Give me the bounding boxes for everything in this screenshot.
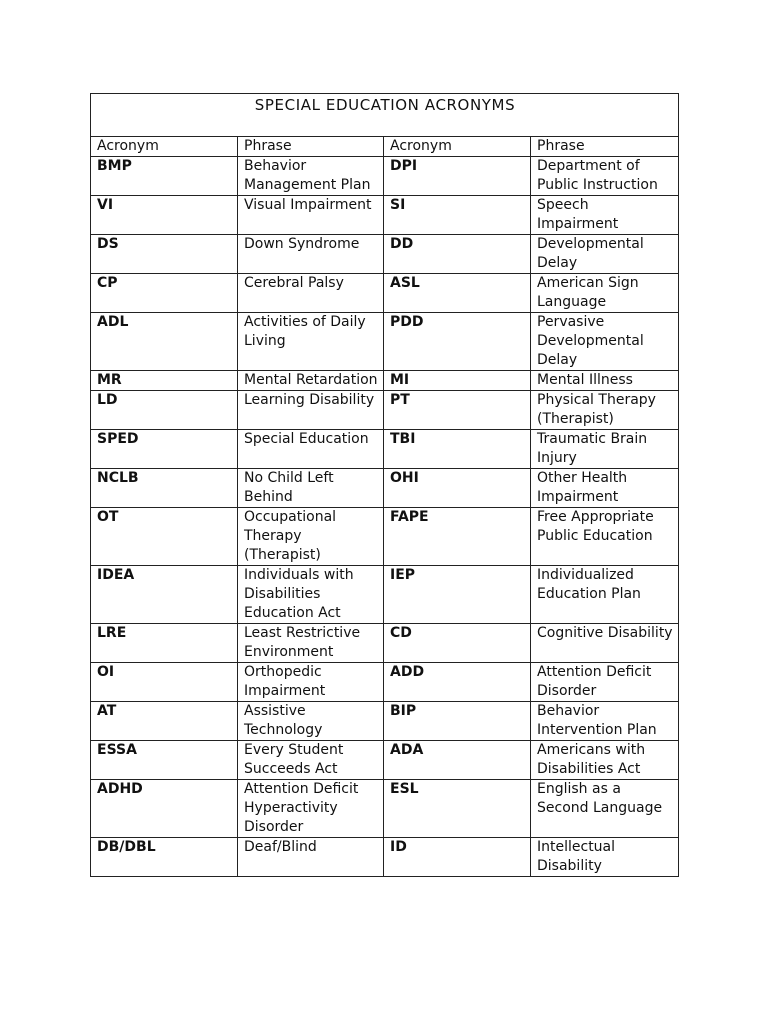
table-row bbox=[91, 371, 679, 391]
acronym-cell: OT bbox=[91, 508, 238, 566]
table-row bbox=[91, 274, 679, 313]
table-row bbox=[91, 196, 679, 235]
phrase-cell: Mental Retardation bbox=[238, 371, 384, 391]
acronym-cell: MI bbox=[384, 371, 531, 391]
acronym-cell: ESSA bbox=[91, 741, 238, 780]
phrase-cell: Individuals with Disabilities Education Act bbox=[238, 566, 384, 624]
phrase-cell: Attention Deficit Disorder bbox=[531, 663, 679, 702]
acronym-cell: OHI bbox=[384, 469, 531, 508]
phrase-cell: Department of Public Instruction bbox=[531, 157, 679, 196]
acronym-cell: IDEA bbox=[91, 566, 238, 624]
table-row bbox=[91, 741, 679, 780]
acronyms-table bbox=[90, 93, 679, 877]
column-header-acronym: Acronym bbox=[91, 137, 238, 157]
acronym-cell: OI bbox=[91, 663, 238, 702]
acronym-cell: PDD bbox=[384, 313, 531, 371]
phrase-cell: Assistive Technology bbox=[238, 702, 384, 741]
acronym-cell: DS bbox=[91, 235, 238, 274]
column-header-acronym: Acronym bbox=[384, 137, 531, 157]
table-row bbox=[91, 780, 679, 838]
phrase-cell: Individualized Education Plan bbox=[531, 566, 679, 624]
table-title-row bbox=[91, 94, 679, 137]
phrase-cell: Behavior Intervention Plan bbox=[531, 702, 679, 741]
acronym-cell: LD bbox=[91, 391, 238, 430]
acronym-cell: VI bbox=[91, 196, 238, 235]
acronym-cell: AT bbox=[91, 702, 238, 741]
acronym-cell: FAPE bbox=[384, 508, 531, 566]
acronym-cell: ESL bbox=[384, 780, 531, 838]
phrase-cell: Physical Therapy (Therapist) bbox=[531, 391, 679, 430]
table-header-row bbox=[91, 137, 679, 157]
acronym-cell: ADA bbox=[384, 741, 531, 780]
acronym-cell: ADL bbox=[91, 313, 238, 371]
acronym-cell: BMP bbox=[91, 157, 238, 196]
acronym-cell: CD bbox=[384, 624, 531, 663]
acronym-cell: CP bbox=[91, 274, 238, 313]
phrase-cell: Developmental Delay bbox=[531, 235, 679, 274]
acronym-cell: DPI bbox=[384, 157, 531, 196]
acronym-cell: MR bbox=[91, 371, 238, 391]
phrase-cell: Every Student Succeeds Act bbox=[238, 741, 384, 780]
phrase-cell: Visual Impairment bbox=[238, 196, 384, 235]
acronym-cell: IEP bbox=[384, 566, 531, 624]
phrase-cell: American Sign Language bbox=[531, 274, 679, 313]
phrase-cell: Free Appropriate Public Education bbox=[531, 508, 679, 566]
phrase-cell: Learning Disability bbox=[238, 391, 384, 430]
table-row bbox=[91, 663, 679, 702]
acronym-cell: LRE bbox=[91, 624, 238, 663]
table-row bbox=[91, 469, 679, 508]
phrase-cell: Other Health Impairment bbox=[531, 469, 679, 508]
table-row bbox=[91, 313, 679, 371]
acronym-cell: SI bbox=[384, 196, 531, 235]
phrase-cell: Least Restrictive Environment bbox=[238, 624, 384, 663]
phrase-cell: Attention Deficit Hyperactivity Disorder bbox=[238, 780, 384, 838]
table-row bbox=[91, 838, 679, 877]
acronym-cell: ID bbox=[384, 838, 531, 877]
phrase-cell: Mental Illness bbox=[531, 371, 679, 391]
phrase-cell: Occupational Therapy (Therapist) bbox=[238, 508, 384, 566]
acronym-cell: DB/DBL bbox=[91, 838, 238, 877]
acronyms-document bbox=[90, 93, 678, 877]
acronym-cell: PT bbox=[384, 391, 531, 430]
acronym-cell: ASL bbox=[384, 274, 531, 313]
table-title: SPECIAL EDUCATION ACRONYMS bbox=[91, 94, 679, 137]
phrase-cell: Special Education bbox=[238, 430, 384, 469]
phrase-cell: Behavior Management Plan bbox=[238, 157, 384, 196]
acronym-cell: TBI bbox=[384, 430, 531, 469]
table-row bbox=[91, 508, 679, 566]
phrase-cell: Deaf/Blind bbox=[238, 838, 384, 877]
phrase-cell: Speech Impairment bbox=[531, 196, 679, 235]
column-header-phrase: Phrase bbox=[238, 137, 384, 157]
phrase-cell: Activities of Daily Living bbox=[238, 313, 384, 371]
acronym-cell: SPED bbox=[91, 430, 238, 469]
acronym-cell: ADD bbox=[384, 663, 531, 702]
table-row bbox=[91, 430, 679, 469]
table-row bbox=[91, 624, 679, 663]
acronym-cell: BIP bbox=[384, 702, 531, 741]
phrase-cell: Down Syndrome bbox=[238, 235, 384, 274]
phrase-cell: Orthopedic Impairment bbox=[238, 663, 384, 702]
phrase-cell: Intellectual Disability bbox=[531, 838, 679, 877]
column-header-phrase: Phrase bbox=[531, 137, 679, 157]
table-row bbox=[91, 157, 679, 196]
acronym-cell: NCLB bbox=[91, 469, 238, 508]
table-row bbox=[91, 235, 679, 274]
acronym-cell: DD bbox=[384, 235, 531, 274]
phrase-cell: Traumatic Brain Injury bbox=[531, 430, 679, 469]
table-row bbox=[91, 391, 679, 430]
table-row bbox=[91, 566, 679, 624]
phrase-cell: Americans with Disabilities Act bbox=[531, 741, 679, 780]
phrase-cell: Cerebral Palsy bbox=[238, 274, 384, 313]
phrase-cell: No Child Left Behind bbox=[238, 469, 384, 508]
phrase-cell: Pervasive Developmental Delay bbox=[531, 313, 679, 371]
phrase-cell: Cognitive Disability bbox=[531, 624, 679, 663]
phrase-cell: English as a Second Language bbox=[531, 780, 679, 838]
acronym-cell: ADHD bbox=[91, 780, 238, 838]
table-row bbox=[91, 702, 679, 741]
